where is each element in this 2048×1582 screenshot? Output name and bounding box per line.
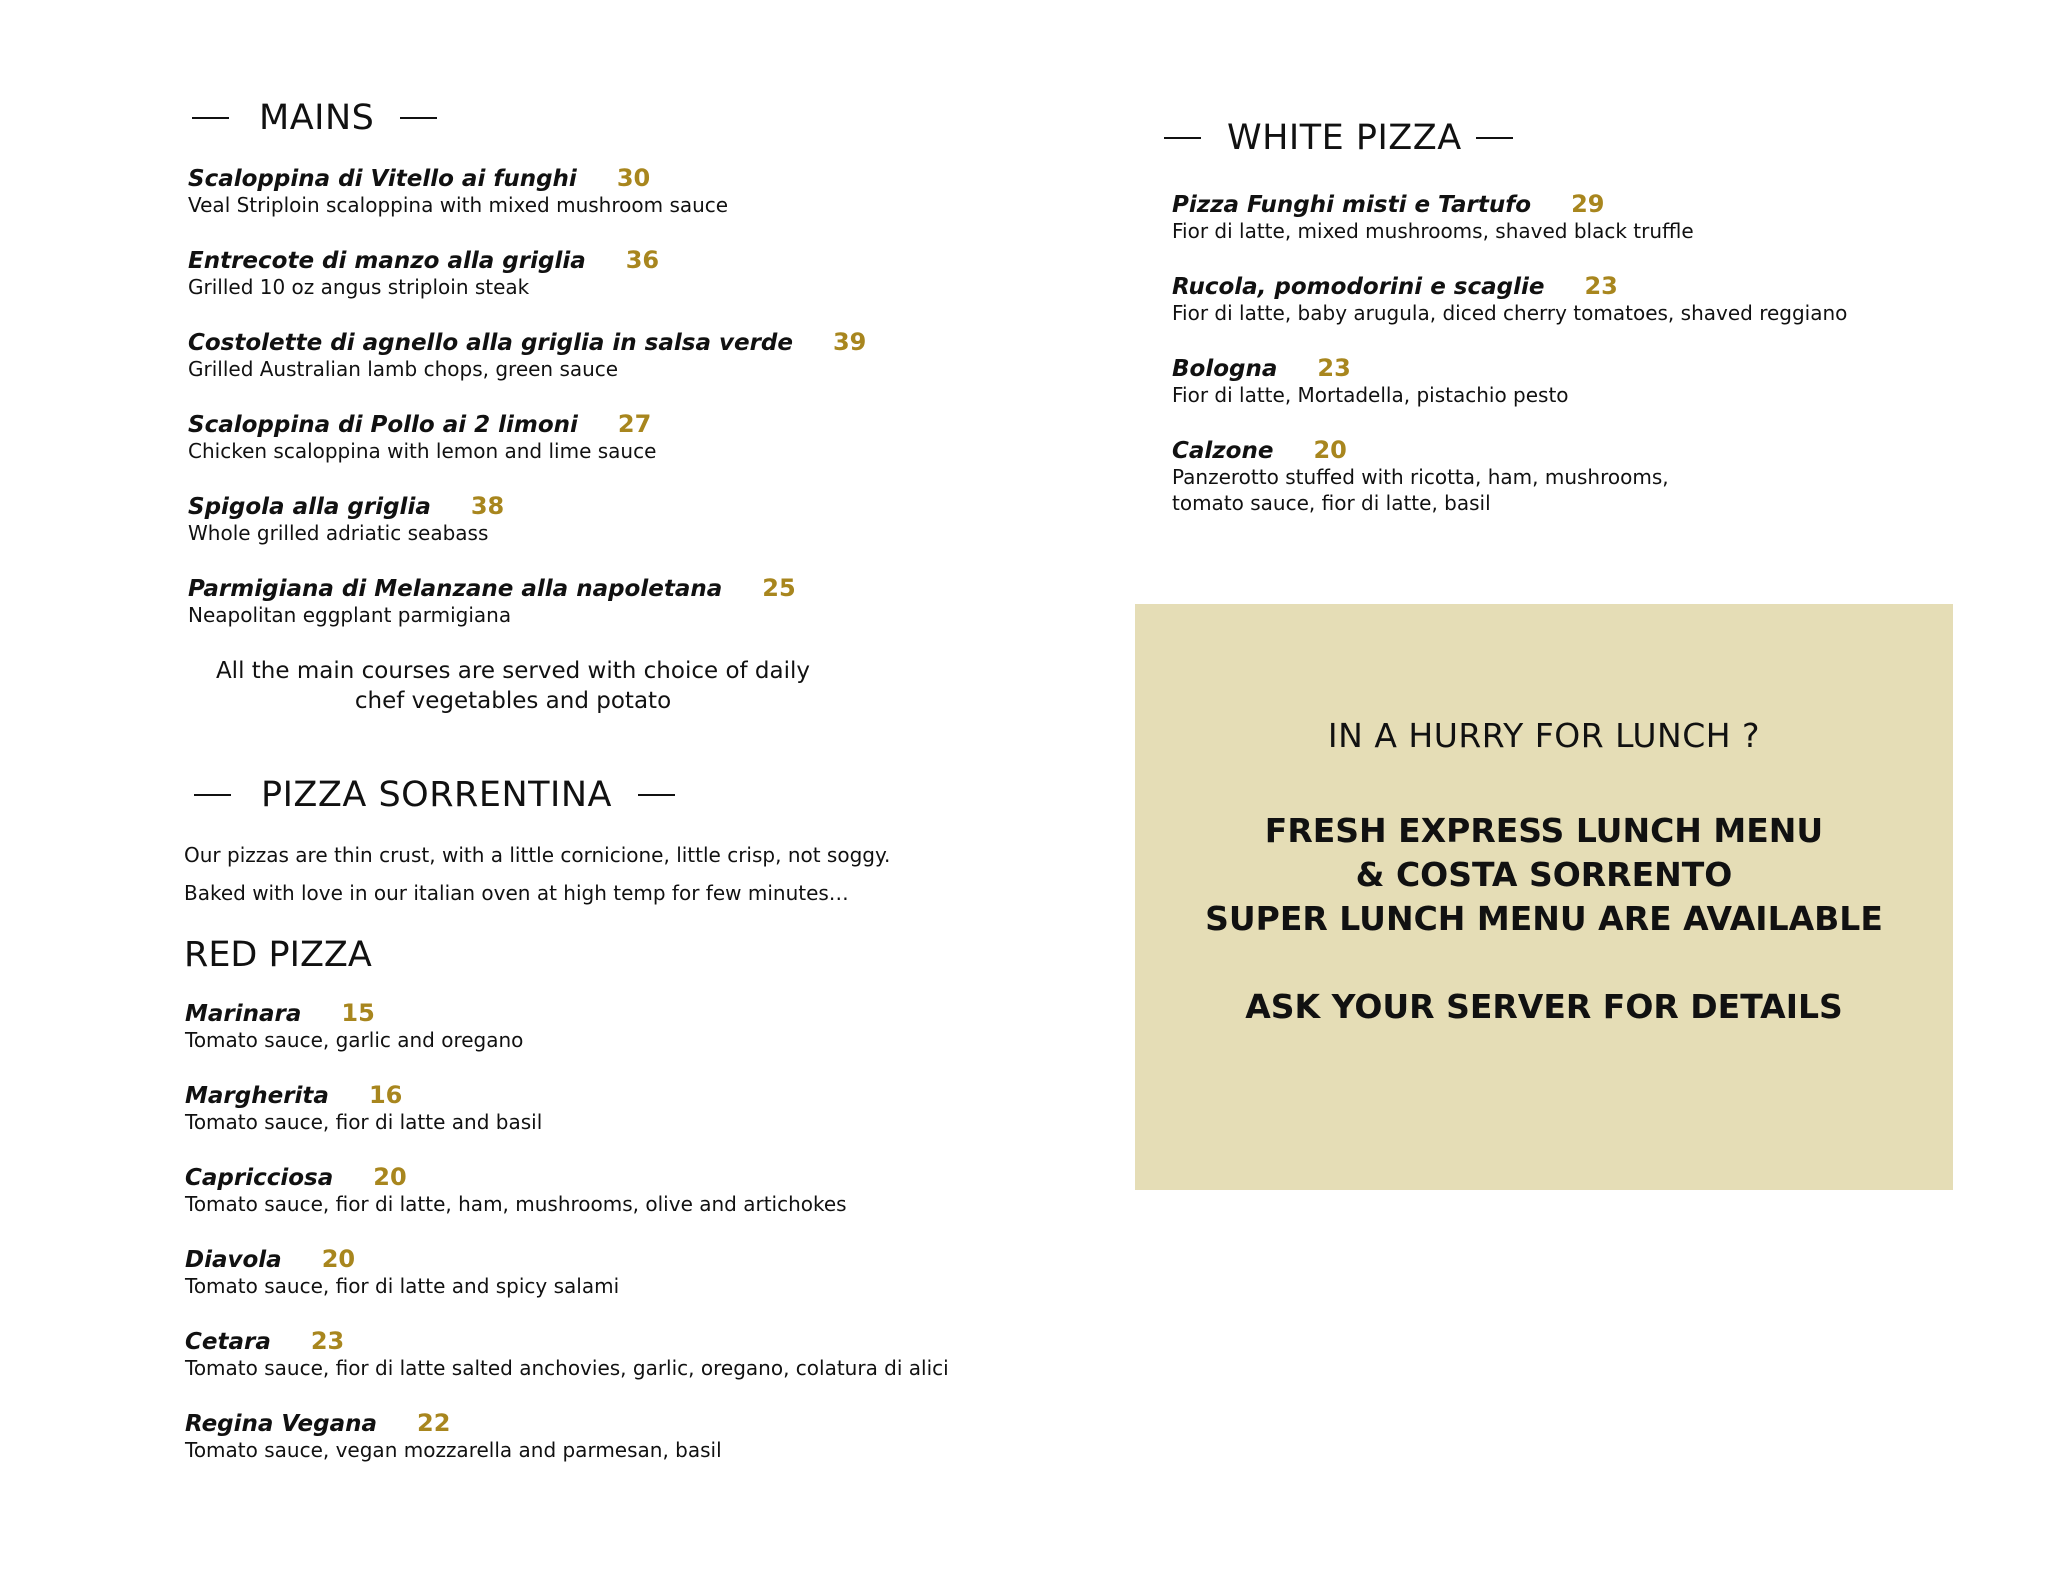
item-name: Scaloppina di Pollo ai 2 limoni [188, 412, 578, 438]
item-name: Margherita [185, 1083, 329, 1109]
item-name: Marinara [185, 1001, 302, 1027]
menu-item [188, 246, 659, 300]
menu-item [185, 1409, 722, 1463]
menu-item [188, 164, 728, 218]
pizza-heading [194, 775, 675, 815]
mains-note [188, 656, 838, 716]
item-price: 30 [616, 164, 651, 192]
menu-item [188, 492, 504, 546]
mains-title: MAINS [259, 98, 375, 138]
item-price: 23 [1317, 354, 1351, 382]
item-name: Scaloppina di Vitello ai funghi [188, 166, 577, 192]
item-price: 38 [470, 492, 505, 520]
menu-item [185, 999, 523, 1053]
item-description: Tomato sauce, fior di latte salted anchovies, garlic, oregano, colatura di alici [185, 1356, 949, 1380]
heading-dash [1164, 137, 1201, 139]
item-description: Panzerotto stuffed with ricotta, ham, mushrooms, [1172, 465, 1669, 489]
item-price: 20 [373, 1163, 407, 1191]
menu-item [188, 574, 796, 628]
item-description: Fior di latte, mixed mushrooms, shaved black truffle [1172, 219, 1694, 243]
item-price: 39 [832, 328, 867, 356]
item-description: Veal Striploin scaloppina with mixed mushroom sauce [188, 193, 729, 217]
heading-dash [192, 117, 229, 119]
item-description: Neapolitan eggplant parmigiana [188, 603, 512, 627]
item-description: Grilled 10 oz angus striploin steak [188, 275, 530, 299]
item-price: 36 [625, 246, 660, 274]
item-name: Entrecote di manzo alla griglia [188, 248, 586, 274]
item-price: 20 [1313, 436, 1347, 464]
item-price: 22 [417, 1409, 451, 1437]
item-name: Cetara [185, 1329, 271, 1355]
white-pizza-title: WHITE PIZZA [1227, 118, 1462, 158]
lunch-promo-box [1135, 604, 1953, 1190]
promo-question: IN A HURRY FOR LUNCH ? [1327, 716, 1761, 755]
item-description: Tomato sauce, garlic and oregano [185, 1028, 524, 1052]
heading-dash [1476, 137, 1513, 139]
item-name: Rucola, pomodorini e scaglie [1172, 274, 1545, 300]
item-name: Capricciosa [185, 1165, 334, 1191]
item-price: 27 [617, 410, 652, 438]
promo-offer-line: FRESH EXPRESS LUNCH MENU [1264, 811, 1824, 850]
item-price: 23 [1584, 272, 1618, 300]
item-description: Tomato sauce, fior di latte, ham, mushrooms, olive and artichokes [185, 1192, 847, 1216]
menu-item [1172, 190, 1694, 244]
item-description: Tomato sauce, fior di latte and spicy salami [185, 1274, 620, 1298]
item-name: Spigola alla griglia [188, 494, 431, 520]
menu-item [1172, 436, 1669, 516]
item-description: Chicken scaloppina with lemon and lime sauce [188, 439, 657, 463]
mains-heading [192, 98, 437, 138]
item-description: Whole grilled adriatic seabass [188, 521, 489, 545]
item-description: Fior di latte, baby arugula, diced cherry tomatoes, shaved reggiano [1172, 301, 1848, 325]
item-price: 25 [762, 574, 796, 602]
pizza-intro-line: Baked with love in our italian oven at high temp for few minutes… [184, 881, 849, 905]
item-price: 20 [321, 1245, 356, 1273]
mains-note-line: All the main courses are served with choice of daily [215, 658, 811, 684]
item-name: Costolette di agnello alla griglia in salsa verde [188, 330, 793, 356]
promo-offer-line: SUPER LUNCH MENU ARE AVAILABLE [1205, 899, 1883, 938]
item-price: 15 [341, 999, 375, 1027]
promo-offer-line: & COSTA SORRENTO [1355, 855, 1733, 894]
item-name: Pizza Funghi misti e Tartufo [1172, 192, 1532, 218]
item-name: Bologna [1172, 356, 1278, 382]
pizza-title: PIZZA SORRENTINA [261, 775, 612, 815]
item-price: 16 [368, 1081, 403, 1109]
menu-item [185, 1327, 949, 1381]
menu-item [185, 1163, 847, 1217]
mains-note-line: chef vegetables and potato [354, 688, 672, 714]
heading-dash [400, 117, 437, 119]
item-name: Regina Vegana [185, 1411, 378, 1437]
white-pizza-heading [1164, 118, 1513, 158]
item-name: Calzone [1172, 438, 1274, 464]
heading-dash [638, 794, 675, 796]
pizza-intro [184, 836, 890, 912]
item-name: Parmigiana di Melanzane alla napoletana [188, 576, 723, 602]
item-description: Grilled Australian lamb chops, green sauce [188, 357, 619, 381]
menu-item [185, 1081, 542, 1135]
menu-item [188, 328, 866, 382]
menu-item [1172, 272, 1847, 326]
item-description: tomato sauce, fior di latte, basil [1172, 491, 1491, 515]
promo-ask-server: ASK YOUR SERVER FOR DETAILS [1245, 987, 1843, 1026]
promo-offer [1135, 809, 1953, 941]
item-description: Fior di latte, Mortadella, pistachio pesto [1172, 383, 1569, 407]
item-price: 23 [310, 1327, 345, 1355]
pizza-intro-line: Our pizzas are thin crust, with a little cornicione, little crisp, not soggy. [184, 843, 891, 867]
red-pizza-title: RED PIZZA [184, 935, 372, 975]
item-price: 29 [1571, 190, 1605, 218]
menu-item [185, 1245, 619, 1299]
item-description: Tomato sauce, fior di latte and basil [185, 1110, 543, 1134]
item-name: Diavola [185, 1247, 282, 1273]
heading-dash [194, 794, 231, 796]
menu-item [1172, 354, 1569, 408]
menu-item [188, 410, 656, 464]
item-description: Tomato sauce, vegan mozzarella and parmesan, basil [185, 1438, 722, 1462]
